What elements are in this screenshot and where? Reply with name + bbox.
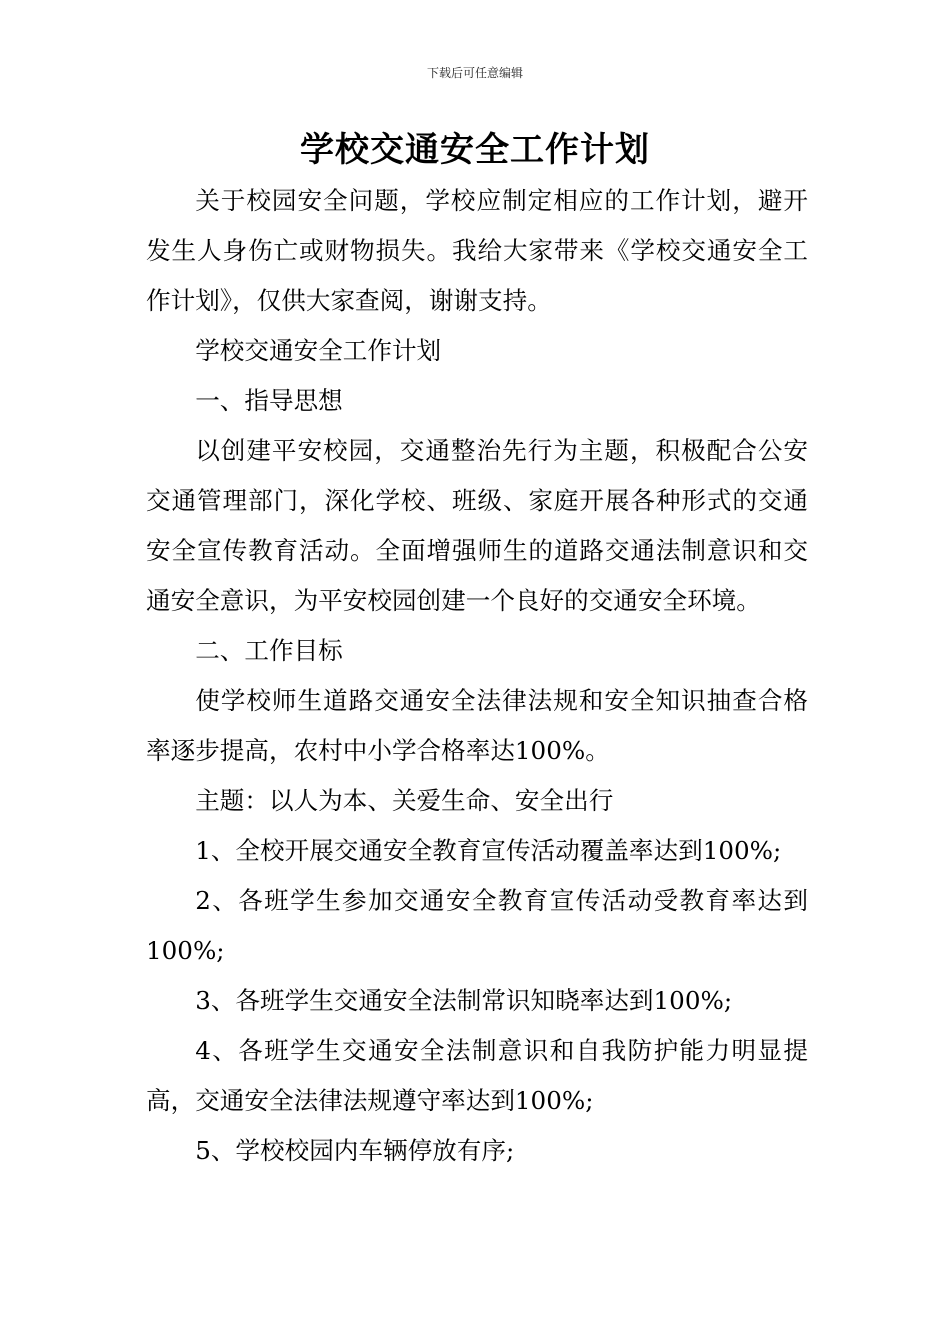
intro-paragraph: 关于校园安全问题，学校应制定相应的工作计划，避开发生人身伤亡或财物损失。我给大家带来《学校交通安全工作计划》，仅供大家查阅，谢谢支持。 xyxy=(146,186,808,315)
document-body xyxy=(146,176,808,1176)
section-heading-work-goals: 二、工作目标 xyxy=(195,636,343,665)
section-subtitle: 学校交通安全工作计划 xyxy=(195,336,442,365)
goal-item-1: 1、全校开展交通安全教育宣传活动覆盖率达到100%; xyxy=(195,836,782,865)
page-header-note: 下载后可任意编辑 xyxy=(426,66,523,80)
goal-item-2: 2、各班学生参加交通安全教育宣传活动受教育率达到100%; xyxy=(146,886,808,965)
goal-item-3: 3、各班学生交通安全法制常识知晓率达到100%; xyxy=(195,986,733,1015)
document-title: 学校交通安全工作计划 xyxy=(300,130,650,170)
goal-item-5: 5、学校校园内车辆停放有序; xyxy=(195,1136,515,1165)
goal-item-4: 4、各班学生交通安全法制意识和自我防护能力明显提高，交通安全法律法规遵守率达到100%; xyxy=(146,1036,808,1115)
guiding-ideology-paragraph: 以创建平安校园，交通整治先行为主题，积极配合公安交通管理部门，深化学校、班级、家庭开展各种形式的交通安全宣传教育活动。全面增强师生的道路交通法制意识和交通安全意识，为平安校园创建一个良好的交通安全环境。 xyxy=(146,436,808,615)
theme-line: 主题：以人为本、关爱生命、安全出行 xyxy=(195,786,614,815)
work-goals-paragraph: 使学校师生道路交通安全法律法规和安全知识抽查合格率逐步提高，农村中小学合格率达100%。 xyxy=(146,686,808,765)
section-heading-guiding-ideology: 一、指导思想 xyxy=(195,386,343,415)
